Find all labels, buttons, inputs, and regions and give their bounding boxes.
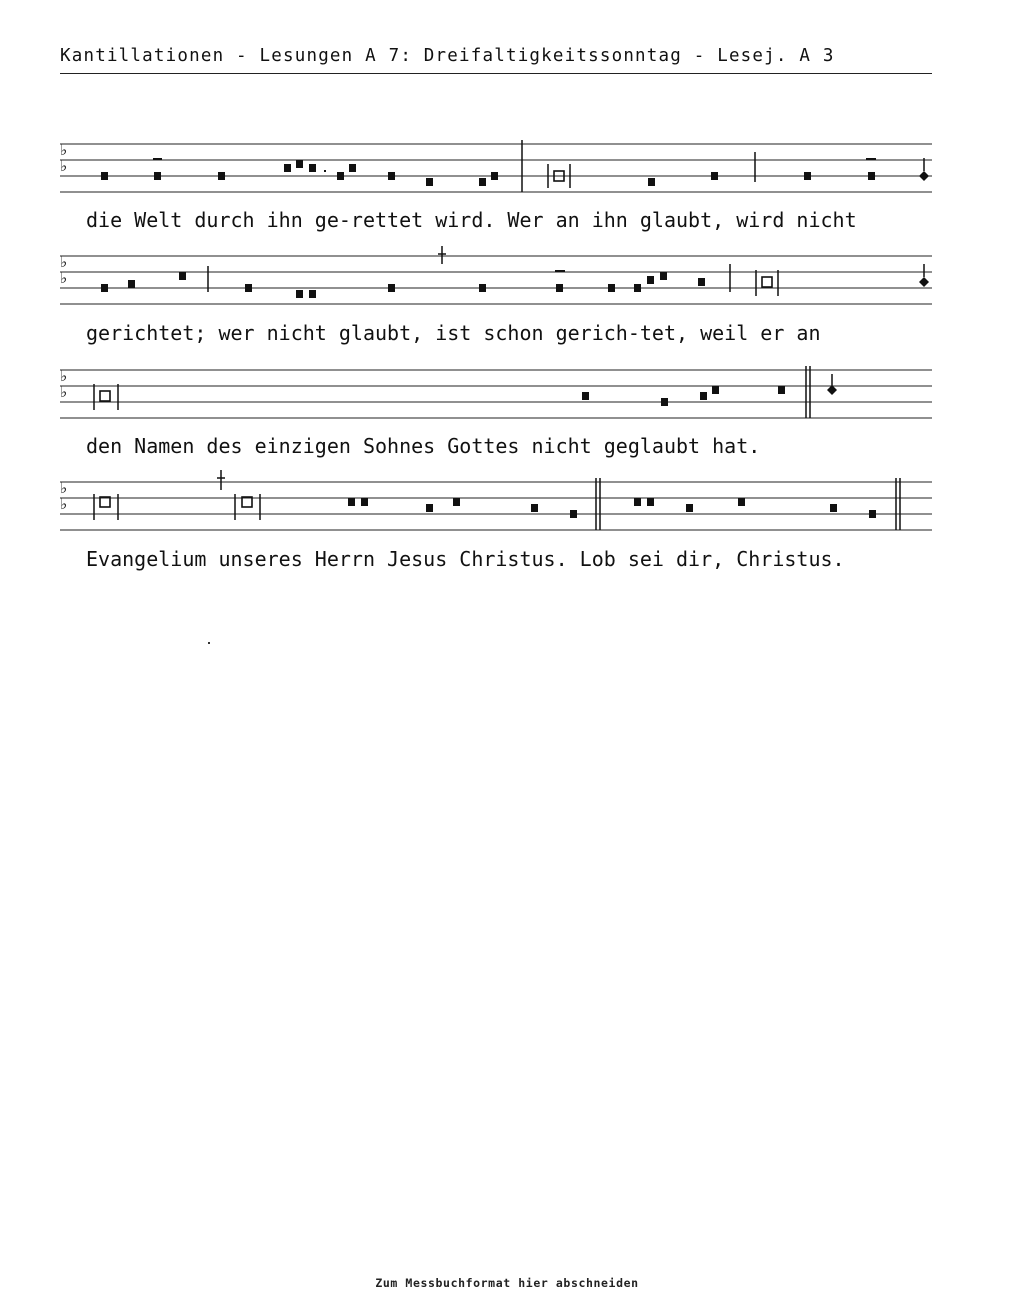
stray-dot: [208, 642, 210, 644]
svg-text:♭: ♭: [60, 495, 68, 513]
svg-text:♭: ♭: [60, 157, 68, 175]
lyric-line-2: gerichtet; wer nicht glaubt, ist schon gerich-tet, weil er an: [86, 321, 821, 345]
staff-system-1: [60, 140, 932, 210]
cut-line-note: Zum Messbuchformat hier abschneiden: [375, 1276, 639, 1290]
staff-system-3: [60, 366, 932, 436]
lyric-line-1: die Welt durch ihn ge-rettet wird. Wer an ihn glaubt, wird nicht: [86, 208, 857, 232]
staff-system-2: [60, 252, 932, 322]
svg-text:♭: ♭: [60, 269, 68, 287]
svg-text:♭: ♭: [60, 253, 68, 271]
lyric-line-3: den Namen des einzigen Sohnes Gottes nicht geglaubt hat.: [86, 434, 761, 458]
lyric-line-4: Evangelium unseres Herrn Jesus Christus. Lob sei dir, Christus.: [86, 547, 845, 571]
svg-text:♭: ♭: [60, 141, 68, 159]
page-header: Kantillationen - Lesungen A 7: Dreifaltigkeitssonntag - Lesej. A 3: [60, 46, 835, 66]
svg-text:♭: ♭: [60, 383, 68, 401]
header-rule: [60, 73, 932, 74]
svg-text:♭: ♭: [60, 479, 68, 497]
svg-text:♭: ♭: [60, 367, 68, 385]
staff-system-4: [60, 478, 932, 548]
